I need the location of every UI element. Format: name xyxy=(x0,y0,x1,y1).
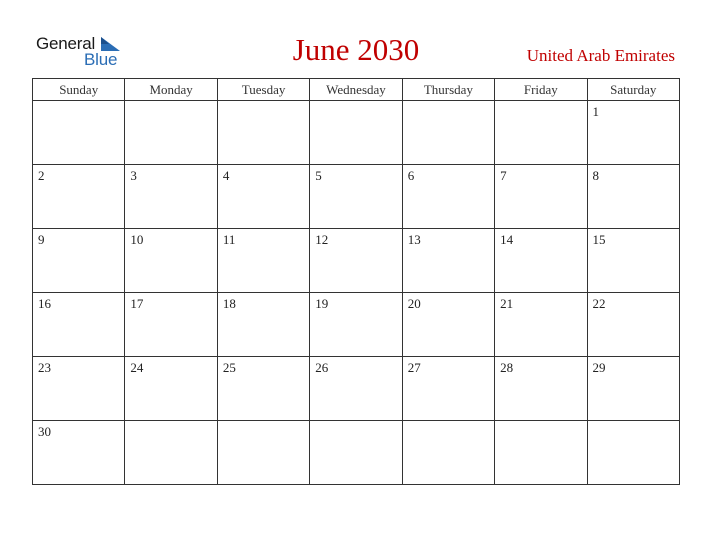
day-number xyxy=(218,421,309,424)
day-number xyxy=(125,101,216,104)
weekday-header: Saturday xyxy=(587,79,679,101)
day-cell xyxy=(495,101,587,165)
day-cell xyxy=(587,357,679,421)
day-cell xyxy=(402,165,494,229)
day-cell xyxy=(310,293,402,357)
day-cell xyxy=(310,101,402,165)
day-number: 8 xyxy=(592,168,600,183)
month-title: June 2030 xyxy=(292,32,420,67)
day-cell xyxy=(402,357,494,421)
day-number: 5 xyxy=(315,168,322,183)
logo-word-general: General xyxy=(36,34,96,53)
week-row xyxy=(33,421,680,485)
day-cell xyxy=(310,421,402,485)
day-number: 26 xyxy=(315,360,329,375)
day-number: 15 xyxy=(592,232,606,247)
day-number: 25 xyxy=(222,360,236,375)
day-number: 28 xyxy=(500,360,514,375)
day-number: 4 xyxy=(222,168,230,183)
calendar-grid xyxy=(32,78,680,485)
day-cell xyxy=(310,357,402,421)
weekday-header-row xyxy=(33,79,680,101)
day-number: 13 xyxy=(407,232,421,247)
day-number: 2 xyxy=(38,168,45,183)
day-number: 19 xyxy=(315,296,329,311)
day-number xyxy=(403,421,494,424)
week-row xyxy=(33,101,680,165)
day-cell xyxy=(217,357,309,421)
day-cell xyxy=(217,293,309,357)
day-cell xyxy=(217,101,309,165)
day-number: 22 xyxy=(592,296,606,311)
day-cell xyxy=(33,229,125,293)
day-number xyxy=(588,421,679,424)
day-cell xyxy=(587,165,679,229)
day-cell xyxy=(217,165,309,229)
day-number: 10 xyxy=(130,232,144,247)
day-number xyxy=(33,101,124,104)
day-number: 20 xyxy=(407,296,421,311)
day-number xyxy=(125,421,216,424)
day-number: 27 xyxy=(407,360,421,375)
day-cell xyxy=(495,165,587,229)
day-cell xyxy=(402,101,494,165)
day-number: 11 xyxy=(222,232,236,247)
day-cell xyxy=(587,101,679,165)
day-cell xyxy=(310,165,402,229)
day-cell xyxy=(217,229,309,293)
weekday-header: Friday xyxy=(495,79,587,101)
country-label: United Arab Emirates xyxy=(526,46,675,65)
day-number xyxy=(310,421,401,424)
day-number: 1 xyxy=(592,104,600,119)
day-number xyxy=(310,101,401,104)
weekday-header: Thursday xyxy=(402,79,494,101)
week-row xyxy=(33,165,680,229)
day-number xyxy=(495,101,586,104)
day-cell xyxy=(33,293,125,357)
day-cell xyxy=(33,357,125,421)
day-cell xyxy=(217,421,309,485)
day-number xyxy=(403,101,494,104)
day-cell xyxy=(587,421,679,485)
week-row xyxy=(33,229,680,293)
day-cell xyxy=(402,293,494,357)
logo-word-blue: Blue xyxy=(84,50,118,69)
day-cell xyxy=(125,165,217,229)
day-cell xyxy=(125,357,217,421)
day-number: 6 xyxy=(407,168,415,183)
weekday-header: Monday xyxy=(125,79,217,101)
day-cell xyxy=(587,293,679,357)
weekday-header: Tuesday xyxy=(217,79,309,101)
day-number: 17 xyxy=(130,296,144,311)
day-cell xyxy=(33,165,125,229)
day-number: 24 xyxy=(130,360,144,375)
day-number xyxy=(218,101,309,104)
day-cell xyxy=(587,229,679,293)
day-number: 14 xyxy=(500,232,514,247)
day-cell xyxy=(310,229,402,293)
day-cell xyxy=(125,229,217,293)
day-cell xyxy=(402,229,494,293)
day-number: 29 xyxy=(592,360,606,375)
day-cell xyxy=(125,293,217,357)
day-cell xyxy=(33,101,125,165)
day-number: 7 xyxy=(500,168,507,183)
day-number xyxy=(495,421,586,424)
day-number: 18 xyxy=(222,296,236,311)
day-cell xyxy=(495,357,587,421)
day-cell xyxy=(402,421,494,485)
weekday-header: Wednesday xyxy=(310,79,402,101)
day-number: 3 xyxy=(130,168,137,183)
day-cell xyxy=(495,229,587,293)
day-number: 21 xyxy=(500,296,514,311)
week-row xyxy=(33,293,680,357)
day-cell xyxy=(125,421,217,485)
week-row xyxy=(33,357,680,421)
day-number: 16 xyxy=(38,296,51,311)
day-number: 9 xyxy=(38,232,45,247)
day-cell xyxy=(495,421,587,485)
day-cell xyxy=(495,293,587,357)
day-cell xyxy=(33,421,125,485)
day-number: 23 xyxy=(38,360,51,375)
day-number: 30 xyxy=(38,424,51,439)
weekday-header: Sunday xyxy=(33,79,125,101)
day-cell xyxy=(125,101,217,165)
day-number: 12 xyxy=(315,232,329,247)
